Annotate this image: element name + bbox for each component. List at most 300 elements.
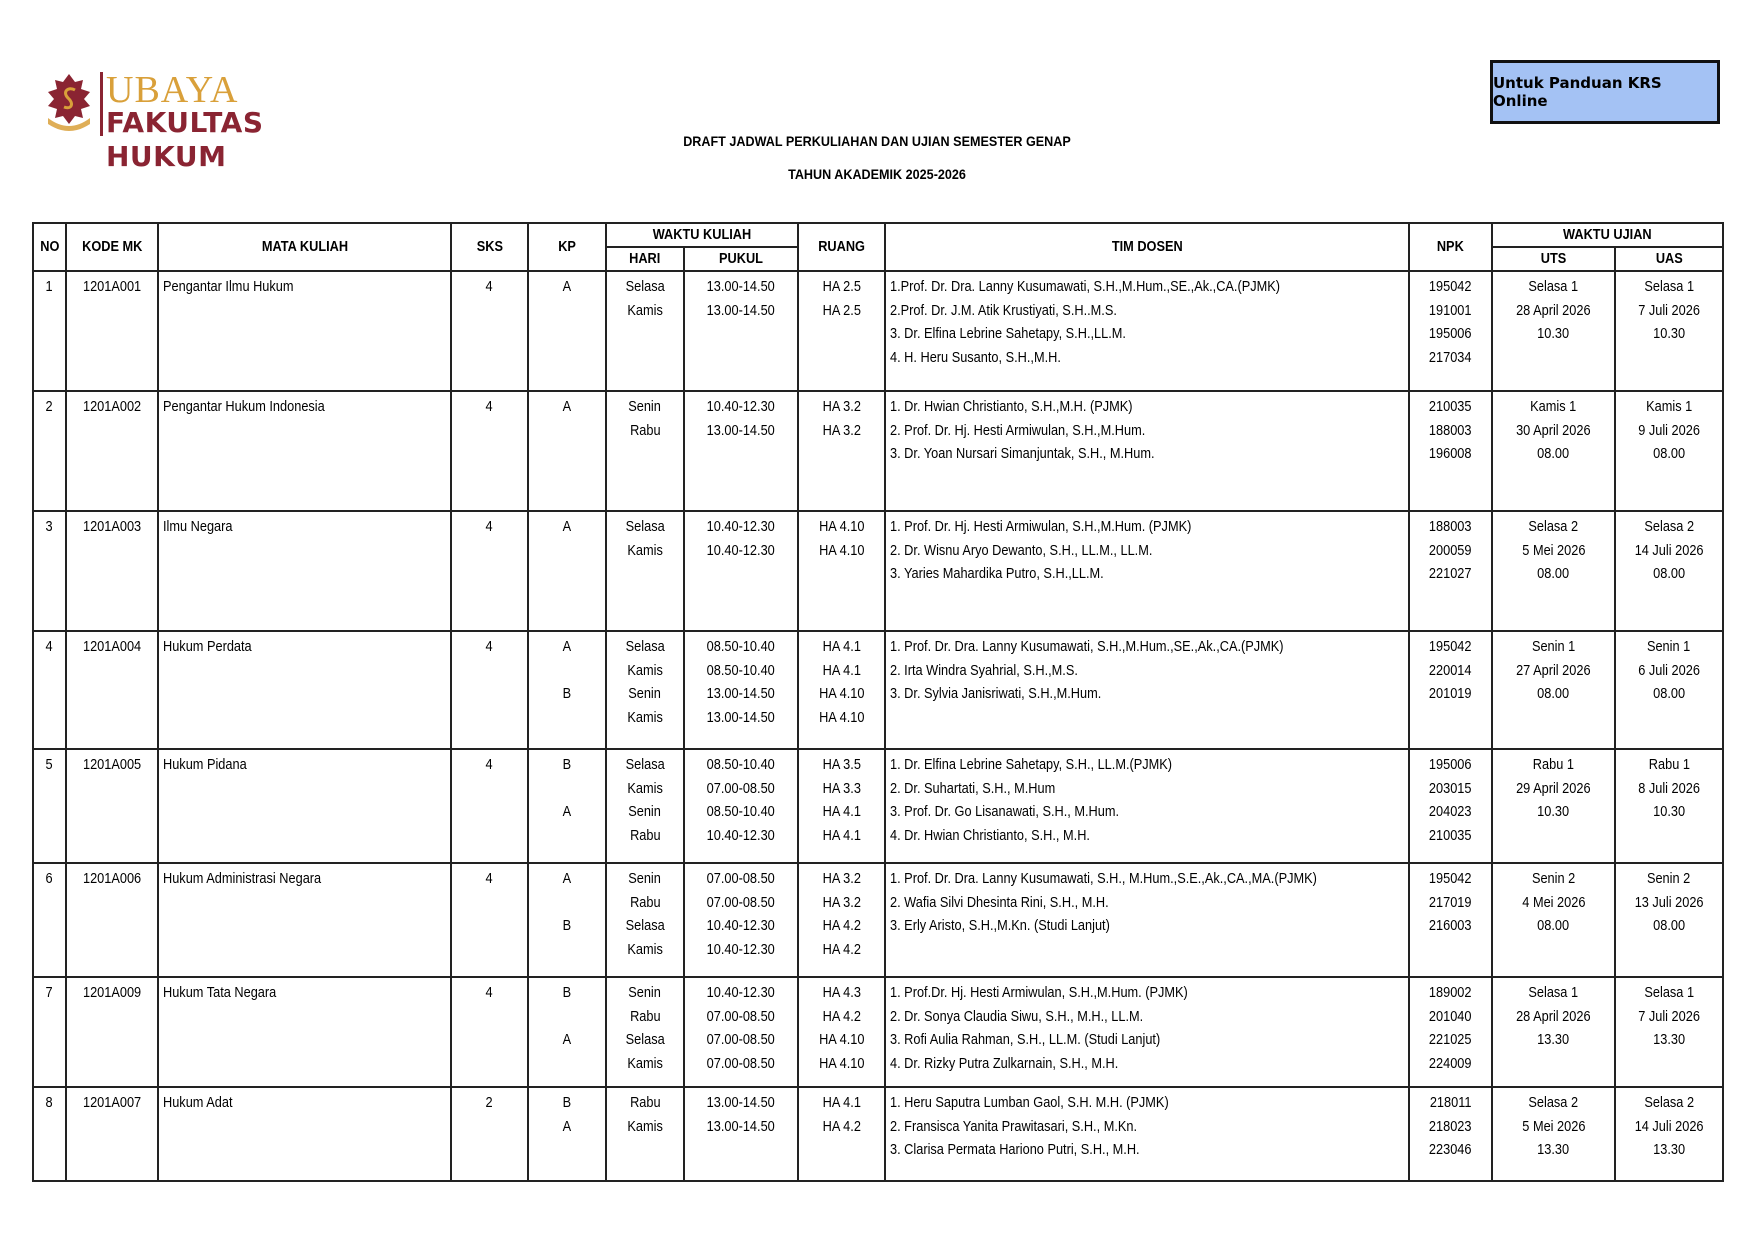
class-time-cell xyxy=(684,631,798,749)
header-kp: KP xyxy=(528,223,606,271)
lecturer-name: 2. Dr. Suhartati, S.H., M.Hum xyxy=(890,780,1056,797)
lecturer-npk: 195042 xyxy=(1429,871,1472,887)
uts-info-cell xyxy=(1492,631,1615,749)
class-day: Senin xyxy=(628,804,662,820)
class-day: Kamis xyxy=(627,542,663,559)
course-row xyxy=(33,391,1723,511)
uts-info-cell xyxy=(1492,391,1615,511)
class-room: HA 4.10 xyxy=(818,686,865,702)
course-no: 5 xyxy=(33,749,66,863)
uts-info-cell xyxy=(1492,1087,1615,1181)
uts-info-cell xyxy=(1492,863,1615,977)
uts-info: 08.00 xyxy=(1537,686,1570,702)
class-time-cell xyxy=(684,1087,798,1181)
class-room: HA 3.2 xyxy=(822,871,861,887)
class-day: Rabu xyxy=(629,827,661,844)
class-room: HA 3.2 xyxy=(822,399,861,415)
class-room: HA 3.2 xyxy=(822,894,861,911)
class-time: 13.00-14.50 xyxy=(706,279,776,295)
lecturer-name: 3. Dr. Yoan Nursari Simanjuntak, S.H., M.Hum. xyxy=(890,446,1155,462)
uas-info-cell xyxy=(1615,631,1723,749)
lecturer-name-cell xyxy=(885,391,1409,511)
class-day: Selasa xyxy=(625,918,665,934)
uas-info: 08.00 xyxy=(1653,918,1685,934)
schedule-table xyxy=(32,222,1724,1182)
class-room: HA 4.10 xyxy=(818,1055,865,1072)
lecturer-npk: 189002 xyxy=(1429,985,1472,1001)
class-kp xyxy=(532,540,602,564)
document-subtitle: TAHUN AKADEMIK 2025-2026 xyxy=(788,166,966,182)
uas-info-cell xyxy=(1615,977,1723,1087)
lecturer-npk-cell xyxy=(1409,271,1492,391)
class-room-cell xyxy=(798,749,885,863)
lecturer-name-cell xyxy=(885,863,1409,977)
class-day: Rabu xyxy=(629,1008,661,1025)
header-pukul: PUKUL xyxy=(684,247,798,271)
class-day-cell xyxy=(606,511,684,631)
uas-info-cell xyxy=(1615,511,1723,631)
lecturer-npk: 204023 xyxy=(1429,804,1472,820)
course-no: 7 xyxy=(33,977,66,1087)
lecturer-npk: 196008 xyxy=(1429,446,1472,462)
uas-info: 10.30 xyxy=(1653,326,1685,342)
uas-info: Selasa 2 xyxy=(1644,1095,1694,1111)
class-room-cell xyxy=(798,631,885,749)
uts-info: Senin 1 xyxy=(1531,639,1576,655)
uas-info-cell xyxy=(1615,271,1723,391)
lecturer-npk-cell xyxy=(1409,391,1492,511)
course-code: 1201A009 xyxy=(66,977,158,1087)
course-name: Hukum Administrasi Negara xyxy=(158,863,451,977)
uas-info: 14 Juli 2026 xyxy=(1634,1118,1704,1135)
lecturer-name-cell xyxy=(885,271,1409,391)
class-day: Senin xyxy=(628,399,662,415)
course-row xyxy=(33,863,1723,977)
class-kp xyxy=(532,1006,602,1030)
class-kp-cell xyxy=(528,749,606,863)
lecturer-name: 1. Dr. Hwian Christianto, S.H.,M.H. (PJMK) xyxy=(890,399,1133,415)
uas-info: 7 Juli 2026 xyxy=(1638,302,1700,319)
lecturer-npk: 188003 xyxy=(1429,422,1472,439)
lecturer-npk: 221027 xyxy=(1429,566,1472,582)
class-day-cell xyxy=(606,977,684,1087)
course-code: 1201A004 xyxy=(66,631,158,749)
class-kp xyxy=(532,707,602,731)
course-sks: 4 xyxy=(451,863,528,977)
lecturer-name: 2. Wafia Silvi Dhesinta Rini, S.H., M.H. xyxy=(890,894,1109,911)
class-room: HA 4.2 xyxy=(822,941,861,958)
lecturer-name: 2.Prof. Dr. J.M. Atik Krustiyati, S.H..M.S. xyxy=(890,302,1117,319)
lecturer-npk-cell xyxy=(1409,977,1492,1087)
class-time: 13.00-14.50 xyxy=(706,686,776,702)
faculty-logo xyxy=(44,69,374,173)
class-day-cell xyxy=(606,749,684,863)
class-day-cell xyxy=(606,271,684,391)
uts-info: 4 Mei 2026 xyxy=(1521,894,1586,911)
class-day: Selasa xyxy=(625,1032,665,1048)
course-no: 6 xyxy=(33,863,66,977)
course-sks: 4 xyxy=(451,391,528,511)
class-kp xyxy=(532,892,602,916)
course-sks: 2 xyxy=(451,1087,528,1181)
lecturer-npk-cell xyxy=(1409,1087,1492,1181)
lecturer-name: 4. H. Heru Susanto, S.H.,M.H. xyxy=(890,349,1061,366)
class-day-cell xyxy=(606,863,684,977)
lecturer-npk: 210035 xyxy=(1429,399,1472,415)
uts-info-cell xyxy=(1492,271,1615,391)
class-kp: A xyxy=(562,804,572,820)
uts-info: 28 April 2026 xyxy=(1516,302,1591,319)
class-room: HA 4.1 xyxy=(822,1095,861,1111)
class-kp xyxy=(532,778,602,802)
class-time: 13.00-14.50 xyxy=(706,709,776,726)
class-day: Senin xyxy=(628,871,662,887)
class-day: Selasa xyxy=(625,519,665,535)
uas-info: 13.30 xyxy=(1653,1032,1685,1048)
uts-info: 5 Mei 2026 xyxy=(1521,1118,1586,1135)
uas-info: 6 Juli 2026 xyxy=(1638,662,1700,679)
lecturer-npk: 217019 xyxy=(1429,894,1472,911)
lecturer-name: 2. Dr. Sonya Claudia Siwu, S.H., M.H., LL.M. xyxy=(890,1008,1144,1025)
class-day: Kamis xyxy=(627,780,663,797)
class-time: 10.40-12.30 xyxy=(706,827,776,844)
class-time: 07.00-08.50 xyxy=(706,1055,776,1072)
document-title: DRAFT JADWAL PERKULIAHAN DAN UJIAN SEMESTER GENAP xyxy=(683,133,1071,149)
class-room: HA 4.1 xyxy=(822,639,861,655)
course-name: Hukum Perdata xyxy=(158,631,451,749)
class-room: HA 4.10 xyxy=(818,709,865,726)
class-kp: A xyxy=(562,871,572,887)
class-room: HA 4.10 xyxy=(818,542,865,559)
uts-info-cell xyxy=(1492,749,1615,863)
course-sks: 4 xyxy=(451,749,528,863)
class-time: 13.00-14.50 xyxy=(706,422,776,439)
lecturer-npk-cell xyxy=(1409,631,1492,749)
lecturer-npk: 195006 xyxy=(1429,326,1472,342)
class-kp: A xyxy=(562,279,572,295)
lecturer-name-cell xyxy=(885,511,1409,631)
class-kp-cell xyxy=(528,1087,606,1181)
class-kp xyxy=(532,660,602,684)
course-name: Ilmu Negara xyxy=(158,511,451,631)
course-code: 1201A005 xyxy=(66,749,158,863)
course-name: Pengantar Ilmu Hukum xyxy=(158,271,451,391)
course-no: 3 xyxy=(33,511,66,631)
class-kp-cell xyxy=(528,271,606,391)
class-time-cell xyxy=(684,749,798,863)
uts-info: 13.30 xyxy=(1537,1032,1570,1048)
header-no: NO xyxy=(33,223,66,271)
class-room: HA 4.10 xyxy=(818,1032,865,1048)
uas-info: Kamis 1 xyxy=(1645,399,1693,415)
lecturer-name: 2. Dr. Wisnu Aryo Dewanto, S.H., LL.M., LL.M. xyxy=(890,542,1153,559)
lecturer-name: 2. Fransisca Yanita Prawitasari, S.H., M.Kn. xyxy=(890,1118,1138,1135)
uas-info: Senin 2 xyxy=(1647,871,1691,887)
uts-info: 29 April 2026 xyxy=(1516,780,1591,797)
class-kp: B xyxy=(562,918,572,934)
class-time-cell xyxy=(684,977,798,1087)
lecturer-npk: 201019 xyxy=(1429,686,1472,702)
uts-info: 28 April 2026 xyxy=(1516,1008,1591,1025)
lecturer-name: 1. Prof.Dr. Hj. Hesti Armiwulan, S.H.,M.Hum. (PJMK) xyxy=(890,985,1188,1001)
lecturer-name: 3. Rofi Aulia Rahman, S.H., LL.M. (Studi Lanjut) xyxy=(890,1032,1161,1048)
uas-info: 14 Juli 2026 xyxy=(1634,542,1704,559)
uts-info: 13.30 xyxy=(1537,1142,1570,1158)
class-time: 10.40-12.30 xyxy=(706,985,776,1001)
lecturer-name: 3. Dr. Elfina Lebrine Sahetapy, S.H.,LL.M. xyxy=(890,326,1126,342)
lecturer-npk: 218011 xyxy=(1429,1095,1472,1111)
class-time-cell xyxy=(684,391,798,511)
header-mata-kuliah: MATA KULIAH xyxy=(158,223,451,271)
header-kode-mk: KODE MK xyxy=(66,223,158,271)
lecturer-name-cell xyxy=(885,749,1409,863)
uas-info: 7 Juli 2026 xyxy=(1638,1008,1700,1025)
uts-info: 5 Mei 2026 xyxy=(1521,542,1586,559)
course-row xyxy=(33,1087,1723,1181)
lecturer-npk: 195042 xyxy=(1429,279,1472,295)
class-time: 07.00-08.50 xyxy=(706,1008,776,1025)
lecturer-npk: 195042 xyxy=(1429,639,1472,655)
class-room: HA 4.10 xyxy=(818,519,865,535)
lecturer-name: 4. Dr. Hwian Christianto, S.H., M.H. xyxy=(890,827,1090,844)
uas-info: 13 Juli 2026 xyxy=(1634,894,1704,911)
class-kp: A xyxy=(562,1118,572,1135)
class-room: HA 3.2 xyxy=(822,422,861,439)
uas-info-cell xyxy=(1615,1087,1723,1181)
class-time: 07.00-08.50 xyxy=(706,894,776,911)
lecturer-name-cell xyxy=(885,977,1409,1087)
uas-info: 8 Juli 2026 xyxy=(1638,780,1700,797)
class-time: 07.00-08.50 xyxy=(706,1032,776,1048)
class-time: 13.00-14.50 xyxy=(706,302,776,319)
ubaya-emblem-icon xyxy=(44,72,94,136)
uas-info: 08.00 xyxy=(1653,686,1685,702)
class-time-cell xyxy=(684,863,798,977)
uas-info-cell xyxy=(1615,749,1723,863)
class-room: HA 4.2 xyxy=(822,918,861,934)
course-sks: 4 xyxy=(451,977,528,1087)
uas-info: Senin 1 xyxy=(1647,639,1691,655)
header-tim-dosen: TIM DOSEN xyxy=(885,223,1409,271)
course-sks: 4 xyxy=(451,511,528,631)
uts-info: 27 April 2026 xyxy=(1516,662,1591,679)
uts-info-cell xyxy=(1492,511,1615,631)
uts-info: 08.00 xyxy=(1537,446,1570,462)
class-kp-cell xyxy=(528,511,606,631)
class-kp: A xyxy=(562,639,572,655)
class-day: Selasa xyxy=(625,757,665,773)
lecturer-npk: 195006 xyxy=(1429,757,1472,773)
class-day: Senin xyxy=(628,985,662,1001)
class-day-cell xyxy=(606,1087,684,1181)
class-day: Selasa xyxy=(625,639,665,655)
class-day-cell xyxy=(606,391,684,511)
uts-info: 08.00 xyxy=(1537,918,1570,934)
class-kp: B xyxy=(562,686,572,702)
class-time: 10.40-12.30 xyxy=(706,941,776,958)
uas-info: 08.00 xyxy=(1653,446,1685,462)
uas-info: Selasa 1 xyxy=(1644,985,1694,1001)
course-code: 1201A001 xyxy=(66,271,158,391)
uts-info: Rabu 1 xyxy=(1532,757,1575,773)
class-day: Rabu xyxy=(629,422,661,439)
class-time-cell xyxy=(684,271,798,391)
lecturer-npk: 200059 xyxy=(1429,542,1472,559)
lecturer-name: 2. Irta Windra Syahrial, S.H.,M.S. xyxy=(890,662,1078,679)
header-hari: HARI xyxy=(606,247,684,271)
uts-info: Kamis 1 xyxy=(1530,399,1577,415)
uts-info: Selasa 1 xyxy=(1528,985,1579,1001)
course-row xyxy=(33,511,1723,631)
class-day: Rabu xyxy=(629,1095,661,1111)
class-time: 13.00-14.50 xyxy=(706,1095,776,1111)
class-day: Rabu xyxy=(629,894,661,911)
uts-info: Selasa 2 xyxy=(1528,519,1579,535)
course-name: Hukum Tata Negara xyxy=(158,977,451,1087)
lecturer-npk: 221025 xyxy=(1429,1032,1472,1048)
lecturer-name: 1.Prof. Dr. Dra. Lanny Kusumawati, S.H.,M.Hum.,SE.,Ak.,CA.(PJMK) xyxy=(890,279,1281,295)
header-ruang: RUANG xyxy=(798,223,885,271)
course-name: Pengantar Hukum Indonesia xyxy=(158,391,451,511)
class-room: HA 2.5 xyxy=(822,302,861,319)
class-room: HA 4.1 xyxy=(822,827,861,844)
lecturer-name: 1. Prof. Dr. Dra. Lanny Kusumawati, S.H.,M.Hum.,SE.,Ak.,CA.(PJMK) xyxy=(890,639,1284,655)
class-time: 07.00-08.50 xyxy=(706,871,776,887)
course-code: 1201A007 xyxy=(66,1087,158,1181)
class-room-cell xyxy=(798,271,885,391)
lecturer-npk: 223046 xyxy=(1429,1142,1472,1158)
course-no: 2 xyxy=(33,391,66,511)
header-uts: UTS xyxy=(1492,247,1615,271)
header-waktu-ujian: WAKTU UJIAN xyxy=(1492,223,1723,247)
class-time: 08.50-10.40 xyxy=(706,639,776,655)
class-room-cell xyxy=(798,977,885,1087)
class-time: 07.00-08.50 xyxy=(706,780,776,797)
uas-info-cell xyxy=(1615,863,1723,977)
course-sks: 4 xyxy=(451,631,528,749)
uas-info: 13.30 xyxy=(1653,1142,1685,1158)
class-kp: B xyxy=(562,985,572,1001)
class-kp xyxy=(532,939,602,963)
course-sks: 4 xyxy=(451,271,528,391)
lecturer-npk: 203015 xyxy=(1429,780,1472,797)
class-day: Kamis xyxy=(627,1118,663,1135)
class-time: 10.40-12.30 xyxy=(706,918,776,934)
class-day: Kamis xyxy=(627,302,663,319)
lecturer-name: 1. Prof. Dr. Dra. Lanny Kusumawati, S.H., M.Hum.,S.E.,Ak.,CA.,MA.(PJMK) xyxy=(890,871,1317,887)
class-time: 10.40-12.30 xyxy=(706,542,776,559)
lecturer-name: 4. Dr. Rizky Putra Zulkarnain, S.H., M.H. xyxy=(890,1055,1119,1072)
logo-faculty-text: FAKULTAS HUKUM xyxy=(106,106,264,173)
class-room: HA 4.2 xyxy=(822,1008,861,1025)
class-day: Kamis xyxy=(627,709,663,726)
class-room: HA 3.5 xyxy=(822,757,861,773)
uts-info: 10.30 xyxy=(1537,326,1570,342)
lecturer-npk: 210035 xyxy=(1429,827,1472,844)
class-kp xyxy=(532,825,602,849)
class-day: Senin xyxy=(628,686,662,702)
class-room: HA 3.3 xyxy=(822,780,861,797)
lecturer-name: 3. Clarisa Permata Hariono Putri, S.H., M.H. xyxy=(890,1142,1140,1158)
class-kp-cell xyxy=(528,391,606,511)
class-day: Selasa xyxy=(625,279,665,295)
class-room-cell xyxy=(798,1087,885,1181)
lecturer-name: 3. Yaries Mahardika Putro, S.H.,LL.M. xyxy=(890,566,1104,582)
class-time: 08.50-10.40 xyxy=(706,662,776,679)
uts-info-cell xyxy=(1492,977,1615,1087)
class-room: HA 4.1 xyxy=(822,662,861,679)
uas-info: Selasa 2 xyxy=(1644,519,1694,535)
lecturer-name-cell xyxy=(885,1087,1409,1181)
uts-info: Selasa 1 xyxy=(1528,279,1579,295)
class-room: HA 4.3 xyxy=(822,985,861,1001)
class-day-cell xyxy=(606,631,684,749)
class-time: 13.00-14.50 xyxy=(706,1118,776,1135)
class-kp-cell xyxy=(528,863,606,977)
course-row xyxy=(33,631,1723,749)
lecturer-npk: 217034 xyxy=(1429,349,1472,366)
course-no: 4 xyxy=(33,631,66,749)
uas-info: Rabu 1 xyxy=(1648,757,1690,773)
class-kp-cell xyxy=(528,977,606,1087)
class-room-cell xyxy=(798,511,885,631)
lecturer-npk-cell xyxy=(1409,863,1492,977)
lecturer-name-cell xyxy=(885,631,1409,749)
class-kp-cell xyxy=(528,631,606,749)
lecturer-name: 1. Prof. Dr. Hj. Hesti Armiwulan, S.H.,M.Hum. (PJMK) xyxy=(890,519,1192,535)
header-sks: SKS xyxy=(451,223,528,271)
class-kp xyxy=(532,300,602,324)
class-time: 08.50-10.40 xyxy=(706,804,776,820)
header-waktu-kuliah: WAKTU KULIAH xyxy=(606,223,798,247)
krs-online-guide-label: Untuk Panduan KRS Online xyxy=(1493,74,1662,110)
schedule-body xyxy=(33,271,1723,1181)
lecturer-npk: 218023 xyxy=(1429,1118,1472,1135)
lecturer-name: 2. Prof. Dr. Hj. Hesti Armiwulan, S.H.,M.Hum. xyxy=(890,422,1146,439)
class-kp xyxy=(532,420,602,444)
class-kp: A xyxy=(562,399,572,415)
class-time-cell xyxy=(684,511,798,631)
class-room-cell xyxy=(798,391,885,511)
class-kp: A xyxy=(562,1032,572,1048)
course-name: Hukum Adat xyxy=(158,1087,451,1181)
course-no: 1 xyxy=(33,271,66,391)
lecturer-npk-cell xyxy=(1409,749,1492,863)
uts-info: Senin 2 xyxy=(1531,871,1576,887)
header-uas: UAS xyxy=(1615,247,1723,271)
course-code: 1201A002 xyxy=(66,391,158,511)
krs-online-guide-button[interactable] xyxy=(1490,60,1720,124)
class-day: Kamis xyxy=(627,1055,663,1072)
class-kp xyxy=(532,1053,602,1077)
uas-info: 10.30 xyxy=(1653,804,1685,820)
lecturer-npk-cell xyxy=(1409,511,1492,631)
uas-info-cell xyxy=(1615,391,1723,511)
logo-divider xyxy=(100,72,103,136)
class-kp: B xyxy=(562,1095,572,1111)
lecturer-npk: 224009 xyxy=(1429,1055,1472,1072)
lecturer-npk: 220014 xyxy=(1429,662,1472,679)
lecturer-name: 3. Dr. Sylvia Janisriwati, S.H.,M.Hum. xyxy=(890,686,1102,702)
class-room: HA 4.1 xyxy=(822,804,861,820)
uts-info: 10.30 xyxy=(1537,804,1570,820)
uas-info: 9 Juli 2026 xyxy=(1638,422,1700,439)
class-kp: B xyxy=(562,757,572,773)
course-row xyxy=(33,749,1723,863)
course-row xyxy=(33,977,1723,1087)
lecturer-npk: 216003 xyxy=(1429,918,1472,934)
class-day: Kamis xyxy=(627,662,663,679)
